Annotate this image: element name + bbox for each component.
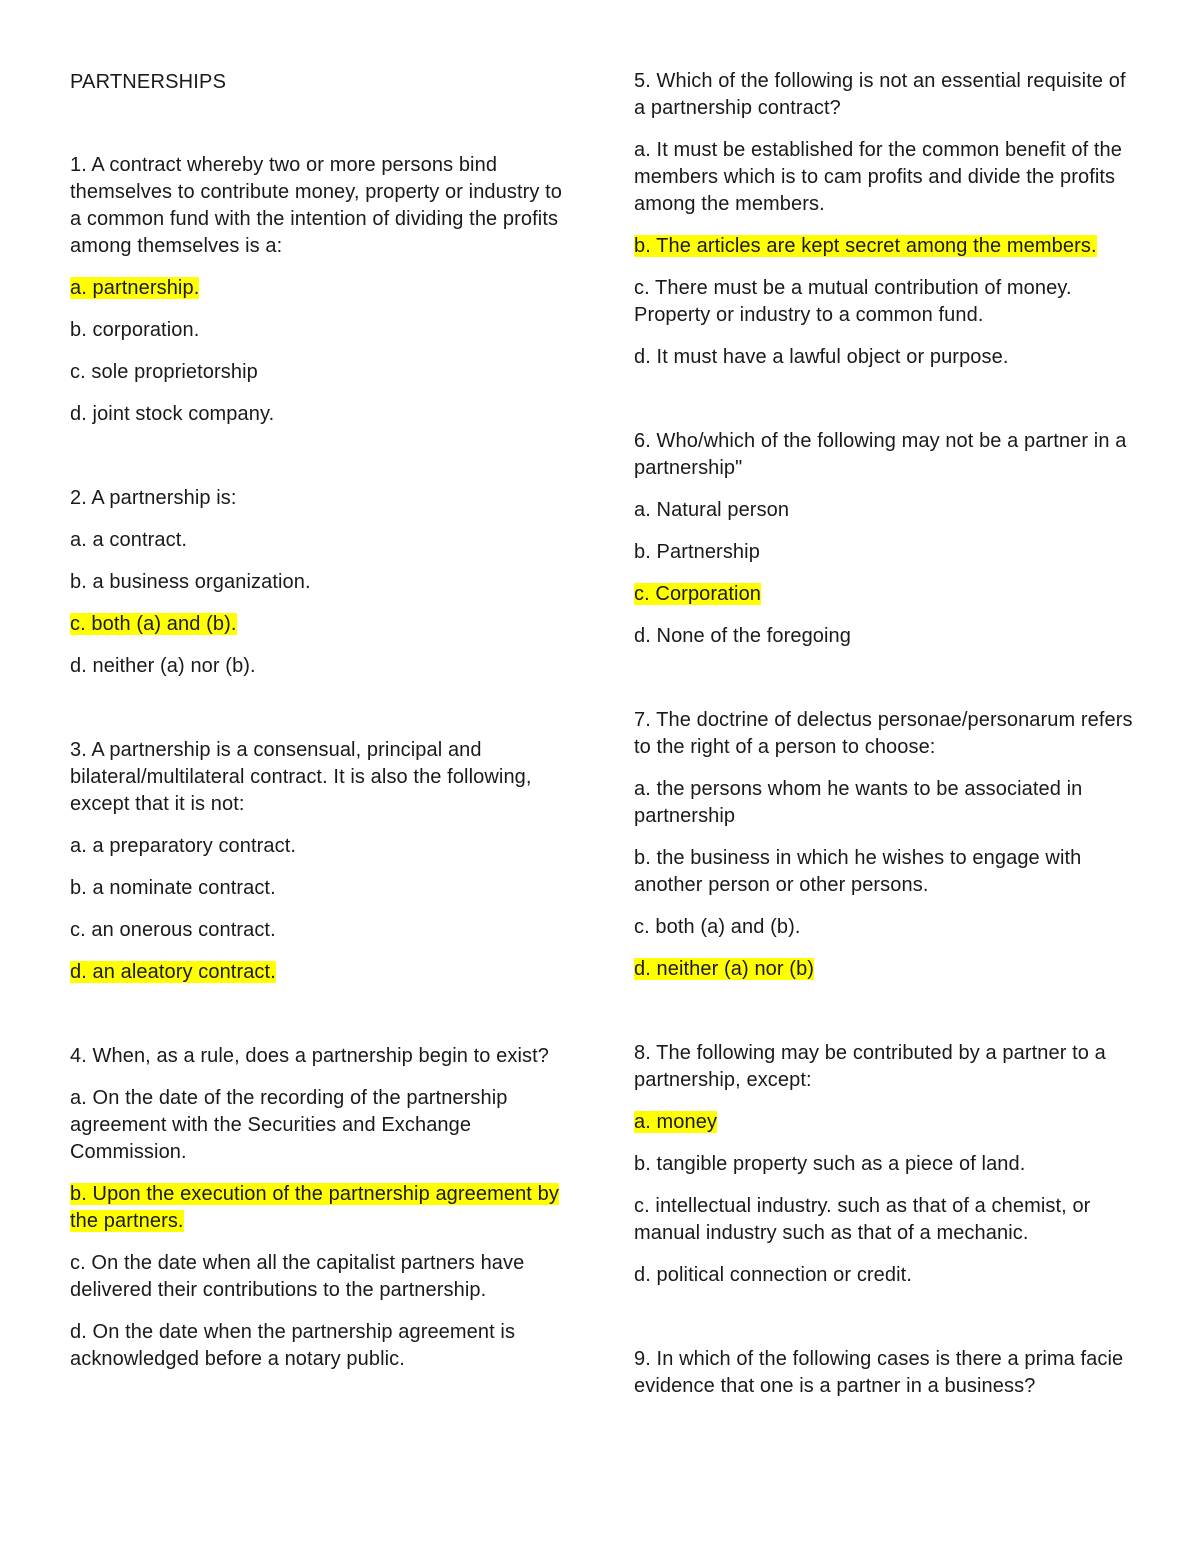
option-text: c. Corporation [634, 583, 762, 605]
option-text: c. sole proprietorship [70, 361, 258, 383]
option-text: d. It must have a lawful object or purpose. [634, 346, 1009, 368]
question-text: 4. When, as a rule, does a partnership begin to exist? [70, 1045, 550, 1067]
question-4 [70, 1043, 570, 1373]
option-text: c. There must be a mutual contribution of money. Property or industry to a common fund. [634, 277, 1072, 326]
option-text: b. The articles are kept secret among the members. [634, 235, 1097, 257]
spacer [70, 1001, 570, 1043]
question-text: 1. A contract whereby two or more persons bind themselves to contribute money, property or industry to a common fund with the intention of dividing the profits among themselves is a: [70, 154, 563, 257]
option-text: a. money [634, 1111, 718, 1133]
option-text: b. tangible property such as a piece of land. [634, 1153, 1026, 1175]
option-text: a. a contract. [70, 529, 188, 551]
option-a [70, 527, 570, 554]
option-text: d. joint stock company. [70, 403, 275, 425]
option-text: a. Natural person [634, 499, 790, 521]
option-d [634, 956, 1134, 983]
option-c [70, 1250, 570, 1304]
option-d [634, 344, 1134, 371]
question-6 [634, 428, 1134, 650]
spacer [634, 998, 1134, 1040]
option-text: b. a nominate contract. [70, 877, 276, 899]
question-2 [70, 485, 570, 680]
option-c [70, 917, 570, 944]
option-text: c. an onerous contract. [70, 919, 276, 941]
question-9 [634, 1346, 1134, 1400]
document-title: PARTNERSHIPS [70, 71, 227, 93]
option-a [634, 497, 1134, 524]
option-text: d. neither (a) nor (b) [634, 958, 815, 980]
option-text: b. Upon the execution of the partnership agreement by the partners. [70, 1183, 559, 1232]
spacer [634, 386, 1134, 428]
option-b [70, 875, 570, 902]
option-a [70, 275, 570, 302]
option-a [70, 1085, 570, 1166]
option-text: d. an aleatory contract. [70, 961, 276, 983]
option-text: c. intellectual industry. such as that of a chemist, or manual industry such as that of a mechanic. [634, 1195, 1091, 1244]
spacer [634, 665, 1134, 707]
question-text: 5. Which of the following is not an essential requisite of a partnership contract? [634, 70, 1126, 119]
question-1 [70, 152, 570, 428]
option-text: b. Partnership [634, 541, 760, 563]
question-text: 2. A partnership is: [70, 487, 237, 509]
option-text: d. None of the foregoing [634, 625, 851, 647]
option-b [634, 1151, 1134, 1178]
spacer [70, 443, 570, 485]
question-text: 8. The following may be contributed by a partner to a partnership, except: [634, 1042, 1106, 1091]
option-d [70, 959, 570, 986]
option-a [634, 137, 1134, 218]
option-text: a. partnership. [70, 277, 200, 299]
option-text: b. a business organization. [70, 571, 311, 593]
option-text: c. both (a) and (b). [634, 916, 801, 938]
question-8 [634, 1040, 1134, 1289]
option-c [70, 359, 570, 386]
right-column [634, 68, 1134, 1415]
question-5 [634, 68, 1134, 371]
question-3 [70, 737, 570, 986]
option-text: c. On the date when all the capitalist partners have delivered their contributions to the partnership. [70, 1252, 525, 1301]
question-text: 3. A partnership is a consensual, principal and bilateral/multilateral contract. It is also the following, except that it is not: [70, 739, 532, 815]
question-text: 7. The doctrine of delectus personae/personarum refers to the right of a person to choose: [634, 709, 1133, 758]
option-text: b. the business in which he wishes to engage with another person or other persons. [634, 847, 1082, 896]
option-a [70, 833, 570, 860]
option-text: d. political connection or credit. [634, 1264, 912, 1286]
option-text: a. On the date of the recording of the partnership agreement with the Securities and Exchange Commission. [70, 1087, 508, 1163]
question-text: 9. In which of the following cases is there a prima facie evidence that one is a partner in a business? [634, 1348, 1124, 1397]
option-b [70, 317, 570, 344]
option-d [70, 401, 570, 428]
option-text: d. neither (a) nor (b). [70, 655, 256, 677]
spacer [70, 695, 570, 737]
option-text: a. a preparatory contract. [70, 835, 297, 857]
left-column [70, 68, 570, 1388]
option-b [70, 569, 570, 596]
option-b [634, 845, 1134, 899]
question-7 [634, 707, 1134, 983]
option-text: b. corporation. [70, 319, 200, 341]
option-text: a. the persons whom he wants to be associated in partnership [634, 778, 1083, 827]
option-b [70, 1181, 570, 1235]
option-text: d. On the date when the partnership agreement is acknowledged before a notary public. [70, 1321, 516, 1370]
option-text: c. both (a) and (b). [70, 613, 237, 635]
option-text: a. It must be established for the common benefit of the members which is to cam profits and divide the profits among the members. [634, 139, 1122, 215]
option-c [634, 581, 1134, 608]
option-d [70, 653, 570, 680]
option-b [634, 539, 1134, 566]
option-c [634, 1193, 1134, 1247]
option-d [634, 623, 1134, 650]
option-a [634, 776, 1134, 830]
option-d [634, 1262, 1134, 1289]
option-c [634, 914, 1134, 941]
option-b [634, 233, 1134, 260]
option-c [70, 611, 570, 638]
spacer [634, 1304, 1134, 1346]
option-c [634, 275, 1134, 329]
question-text: 6. Who/which of the following may not be a partner in a partnership" [634, 430, 1127, 479]
option-a [634, 1109, 1134, 1136]
option-d [70, 1319, 570, 1373]
